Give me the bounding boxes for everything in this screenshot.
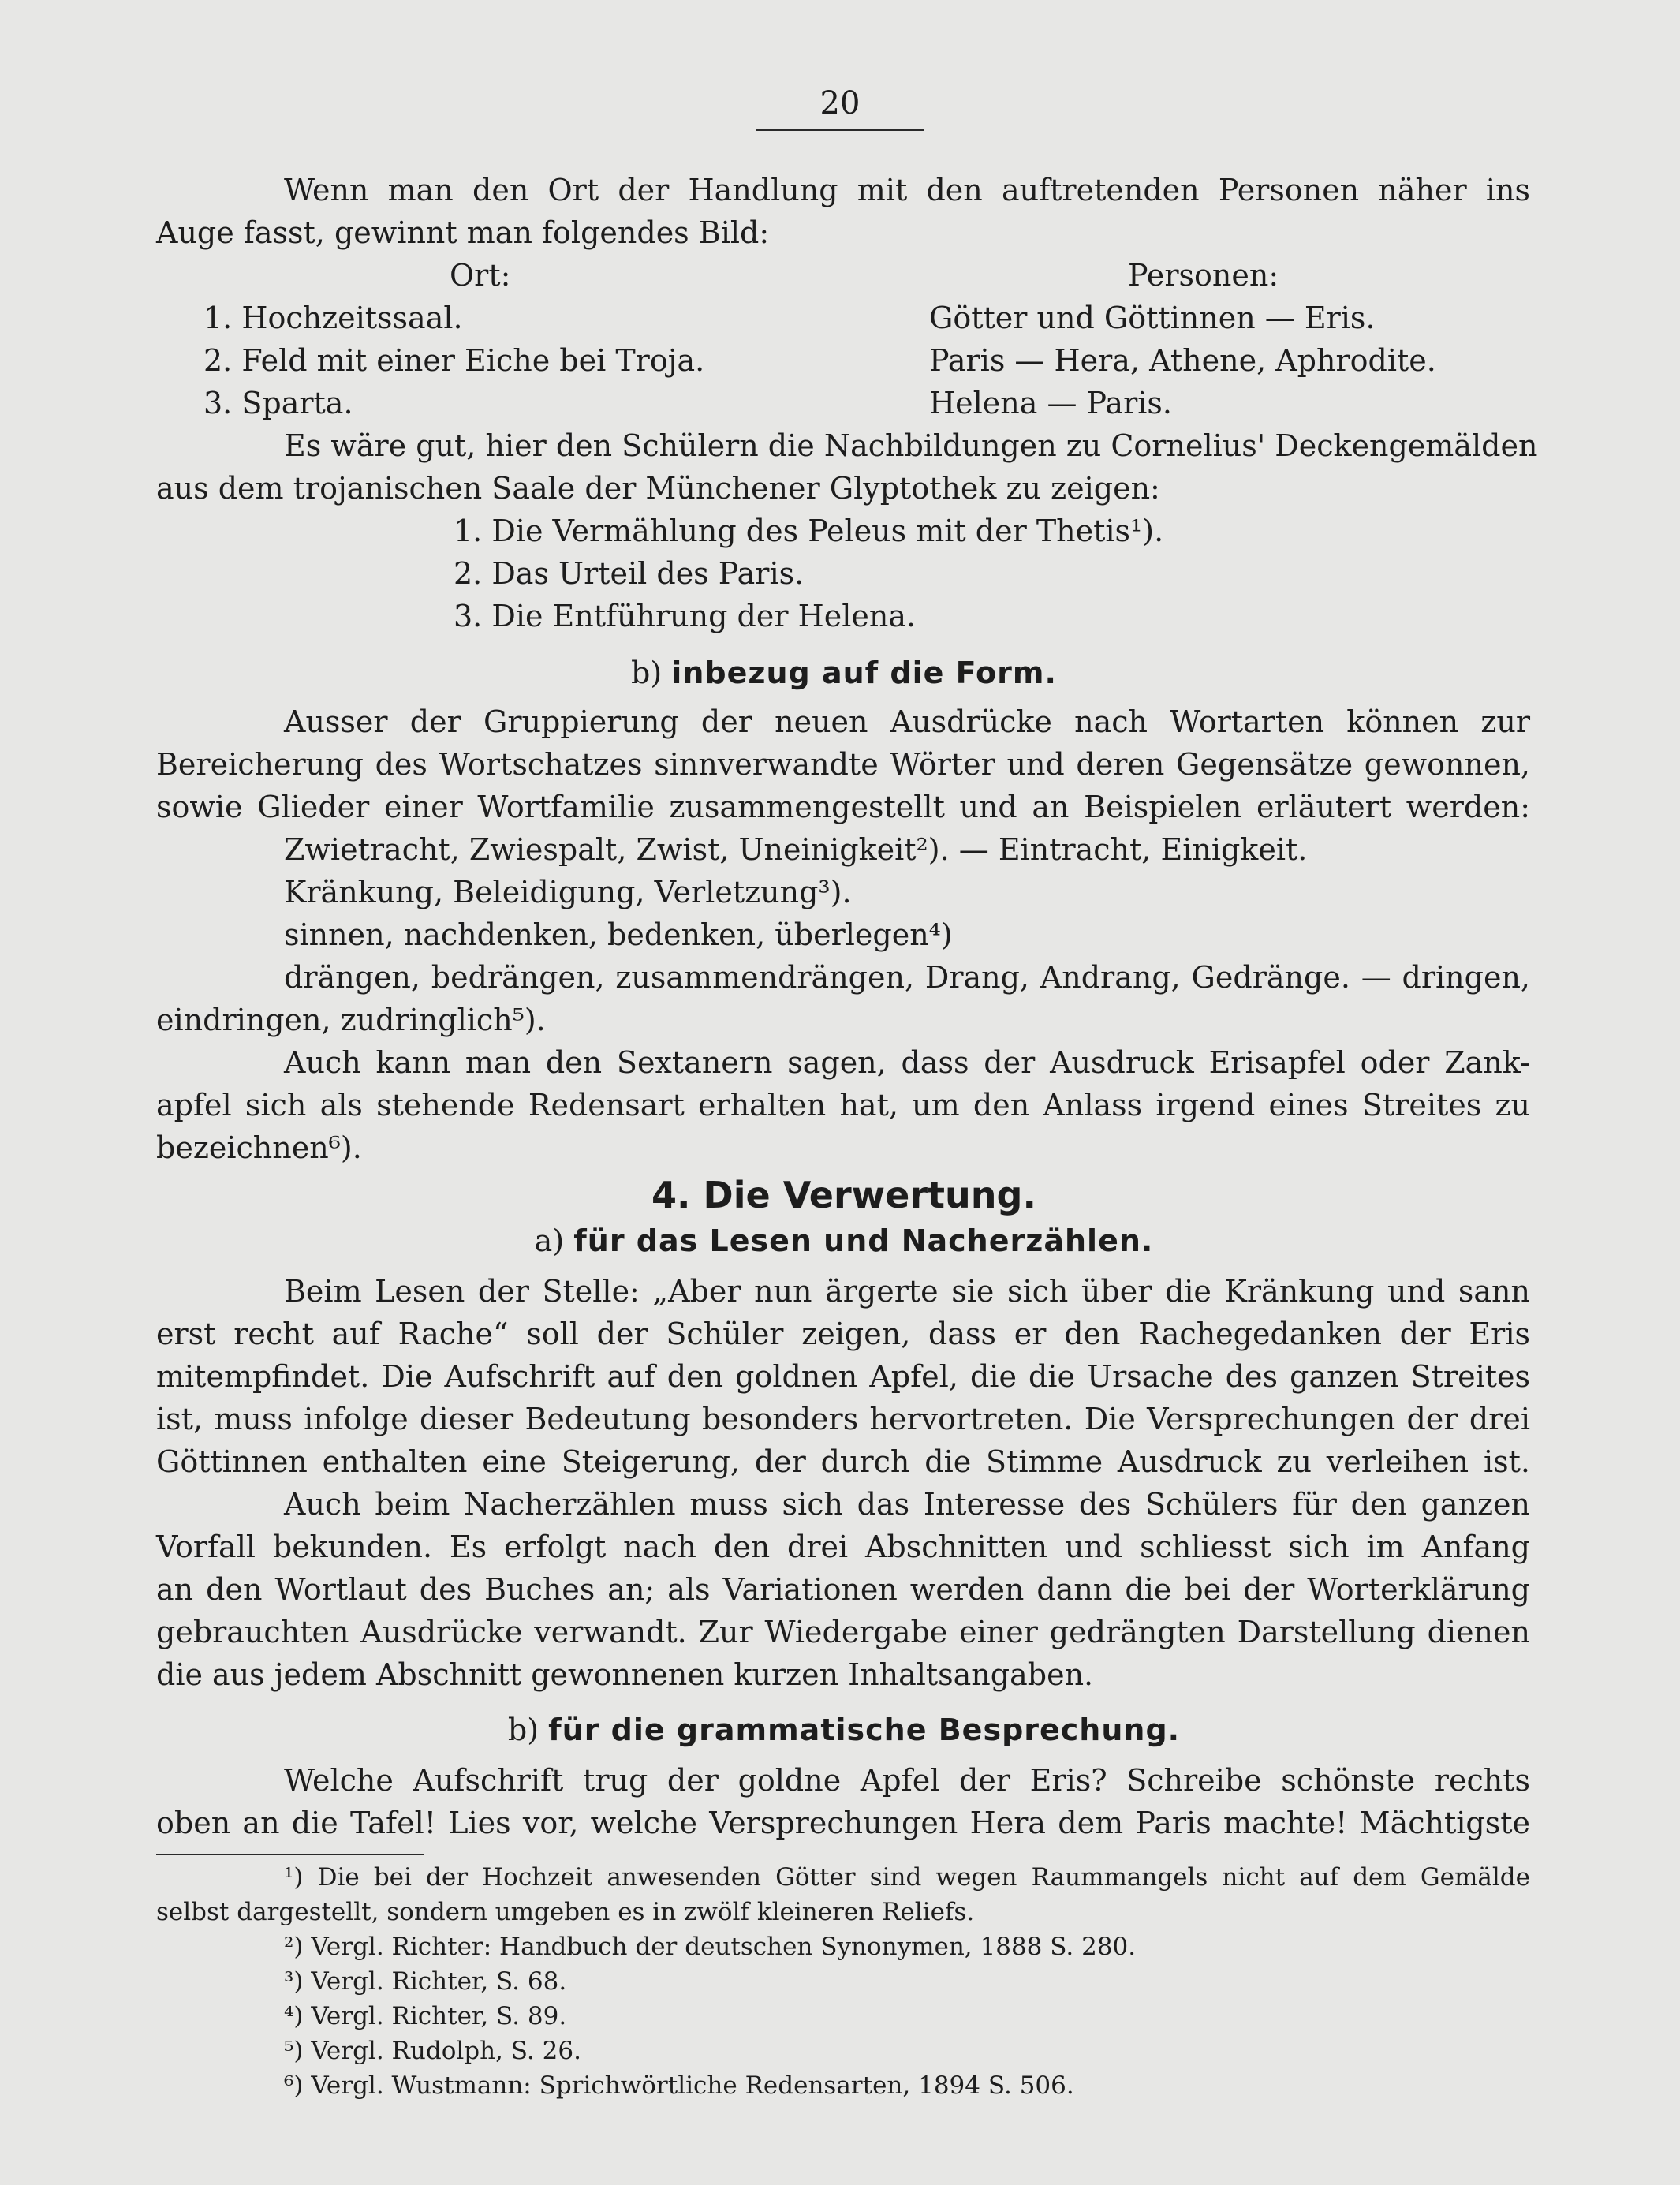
lesen-text-line: erst recht auf Rache“ soll der Schüler zeigen, dass er den Rachegedanken der Eris: [156, 1317, 1530, 1351]
cornelius-item: 2. Das Urteil des Paris.: [454, 556, 805, 591]
lesen-text-line: an den Wortlaut des Buches an; als Variationen werden dann die bei der Worterklärung: [156, 1572, 1530, 1607]
table-header-persons: Personen:: [1128, 258, 1279, 293]
footnote-line: ²) Vergl. Richter: Handbuch der deutschen Synonymen, 1888 S. 280.: [284, 1933, 1137, 1961]
table-row-place: 2. Feld mit einer Eiche bei Troja.: [203, 343, 705, 378]
table-row-place: 3. Sparta.: [203, 386, 353, 420]
lesen-text-line: Göttinnen enthalten eine Steigerung, der durch die Stimme Ausdruck zu verleihen ist.: [156, 1444, 1530, 1479]
table-row-place: 1. Hochzeitssaal.: [203, 301, 463, 335]
form-text-line: Zwietracht, Zwiespalt, Zwist, Uneinigkeit²). — Eintracht, Einigkeit.: [284, 832, 1308, 867]
form-text-line: Auch kann man den Sextanern sagen, dass der Ausdruck Erisapfel oder Zank-: [284, 1045, 1530, 1080]
table-row-persons: Götter und Göttinnen — Eris.: [929, 301, 1376, 335]
lesen-text-line: gebrauchten Ausdrücke verwandt. Zur Wiedergabe einer gedrängten Darstellung dienen: [156, 1615, 1530, 1649]
lesen-text-line: Auch beim Nacherzählen muss sich das Interesse des Schülers für den ganzen: [284, 1487, 1530, 1522]
form-text-line: bezeichnen⁶).: [156, 1130, 362, 1165]
footnote-line: ⁴) Vergl. Richter, S. 89.: [284, 2002, 567, 2030]
footnote-rule: [156, 1854, 424, 1855]
intro-line-1: Wenn man den Ort der Handlung mit den auftretenden Personen näher ins: [284, 173, 1530, 207]
grammar-text-line: Welche Aufschrift trug der goldne Apfel der Eris? Schreibe schönste rechts: [284, 1763, 1530, 1798]
section-title: inbezug auf die Form.: [671, 656, 1057, 690]
lesen-text-line: Beim Lesen der Stelle: „Aber nun ärgerte sie sich über die Kränkung und sann: [284, 1274, 1530, 1309]
lesen-text-line: mitempfindet. Die Aufschrift auf den goldnen Apfel, die die Ursache des ganzen Streites: [156, 1359, 1530, 1394]
grammar-text-line: oben an die Tafel! Lies vor, welche Versprechungen Hera dem Paris machte! Mächtigste: [156, 1806, 1530, 1840]
section-heading-grammar: [158, 1709, 1530, 1751]
cornelius-item: 1. Die Vermählung des Peleus mit der Thetis¹).: [454, 514, 1164, 548]
section-title: für die grammatische Besprechung.: [548, 1713, 1181, 1747]
form-text-line: sinnen, nachdenken, bedenken, überlegen⁴): [284, 917, 953, 952]
form-text-line: drängen, bedrängen, zusammendrängen, Drang, Andrang, Gedränge. — dringen,: [284, 960, 1530, 995]
lesen-text-line: die aus jedem Abschnitt gewonnenen kurzen Inhaltsangaben.: [156, 1657, 1094, 1692]
page-number-rule: [756, 129, 924, 131]
intro-line-2: Auge fasst, gewinnt man folgendes Bild:: [156, 215, 770, 250]
form-text-line: Bereicherung des Wortschatzes sinnverwandte Wörter und deren Gegensätze gewonnen,: [156, 747, 1530, 782]
form-text-line: eindringen, zudringlich⁵).: [156, 1003, 546, 1037]
section-prefix: b): [631, 656, 663, 690]
lesen-text-line: Vorfall bekunden. Es erfolgt nach den drei Abschnitten und schliesst sich im Anfang: [156, 1530, 1530, 1564]
form-text-line: Kränkung, Beleidigung, Verletzung³).: [284, 875, 852, 909]
footnote-line: ⁵) Vergl. Rudolph, S. 26.: [284, 2037, 581, 2065]
table-row-persons: Helena — Paris.: [929, 386, 1172, 420]
section-heading-form: [158, 652, 1530, 694]
section-title: für das Lesen und Nacherzählen.: [573, 1223, 1154, 1258]
footnote-line: ¹) Die bei der Hochzeit anwesenden Götter sind wegen Raummangels nicht auf dem Gemälde: [284, 1863, 1530, 1892]
section-prefix: a): [534, 1223, 565, 1258]
form-text-line: apfel sich als stehende Redensart erhalten hat, um den Anlass irgend eines Streites zu: [156, 1088, 1530, 1122]
cornelius-line-1: Es wäre gut, hier den Schülern die Nachbildungen zu Cornelius' Deckengemälden: [284, 428, 1538, 463]
footnote-line: ³) Vergl. Richter, S. 68.: [284, 1967, 567, 1996]
footnote-line: selbst dargestellt, sondern umgeben es in zwölf kleineren Reliefs.: [156, 1898, 975, 1926]
lesen-text-line: ist, muss infolge dieser Bedeutung besonders hervortreten. Die Versprechungen der drei: [156, 1402, 1530, 1436]
table-row-persons: Paris — Hera, Athene, Aphrodite.: [929, 343, 1436, 378]
cornelius-line-2: aus dem trojanischen Saale der Münchener Glyptothek zu zeigen:: [156, 471, 1160, 506]
table-header-place: Ort:: [450, 258, 511, 293]
footnote-line: ⁶) Vergl. Wustmann: Sprichwörtliche Redensarten, 1894 S. 506.: [284, 2071, 1074, 2100]
cornelius-item: 3. Die Entführung der Helena.: [454, 599, 917, 633]
form-text-line: Ausser der Gruppierung der neuen Ausdrücke nach Wortarten können zur: [284, 704, 1530, 739]
form-text-line: sowie Glieder einer Wortfamilie zusammengestellt und an Beispielen erläutert werden:: [156, 790, 1530, 824]
chapter-heading: 4. Die Verwertung.: [651, 1174, 1036, 1216]
section-heading-lesen: [158, 1219, 1530, 1262]
page-number: 20: [819, 85, 861, 121]
section-prefix: b): [507, 1713, 539, 1747]
